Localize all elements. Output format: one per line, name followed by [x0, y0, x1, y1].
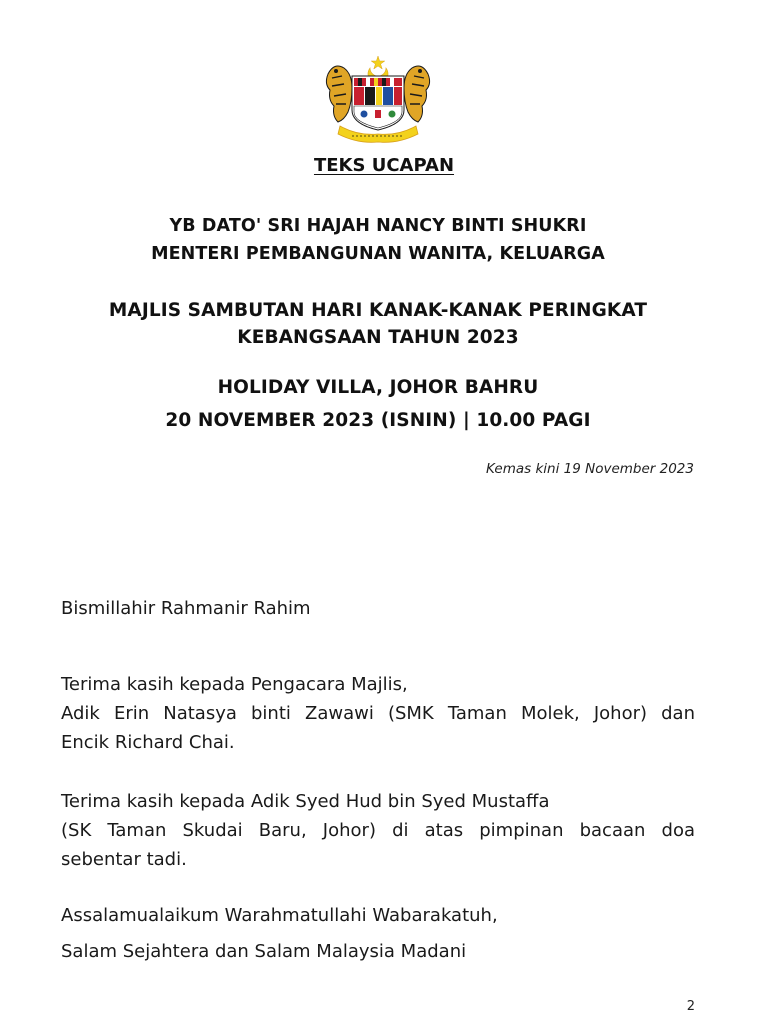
thanks-1-line-1: Terima kasih kepada Pengacara Majlis,: [61, 674, 408, 695]
thanks-paragraph-2: [61, 787, 695, 874]
malaysia-coat-of-arms-icon: [318, 54, 438, 144]
page-number: 2: [686, 999, 695, 1014]
thanks-paragraph-1: [61, 670, 695, 757]
thanks-2-line-1: Terima kasih kepada Adik Syed Hud bin Syed Mustaffa: [61, 791, 550, 812]
page-title: TEKS UCAPAN: [313, 155, 455, 176]
speaker-name: YB DATO' SRI HAJAH NANCY BINTI SHUKRI: [169, 216, 587, 236]
thanks-1-line-2: Adik Erin Natasya binti Zawawi (SMK Taman Molek, Johor) dan: [61, 703, 695, 724]
salam-line-2: Salam Sejahtera dan Salam Malaysia Madani: [61, 941, 467, 962]
thanks-2-line-3: sebentar tadi.: [61, 849, 187, 870]
event-title-line-1: MAJLIS SAMBUTAN HARI KANAK-KANAK PERINGKAT: [108, 300, 648, 321]
event-datetime: 20 NOVEMBER 2023 (ISNIN) | 10.00 PAGI: [165, 410, 591, 431]
updated-note: Kemas kini 19 November 2023: [486, 461, 694, 477]
event-title-line-2: KEBANGSAAN TAHUN 2023: [237, 327, 519, 348]
bismillah-line: Bismillahir Rahmanir Rahim: [61, 598, 311, 619]
speaker-role: MENTERI PEMBANGUNAN WANITA, KELUARGA: [151, 244, 605, 264]
salam-line-1: Assalamualaikum Warahmatullahi Wabarakatuh,: [61, 905, 498, 926]
thanks-2-line-2: (SK Taman Skudai Baru, Johor) di atas pimpinan bacaan doa: [61, 820, 695, 841]
thanks-1-line-3: Encik Richard Chai.: [61, 732, 235, 753]
event-venue: HOLIDAY VILLA, JOHOR BAHRU: [217, 377, 539, 398]
